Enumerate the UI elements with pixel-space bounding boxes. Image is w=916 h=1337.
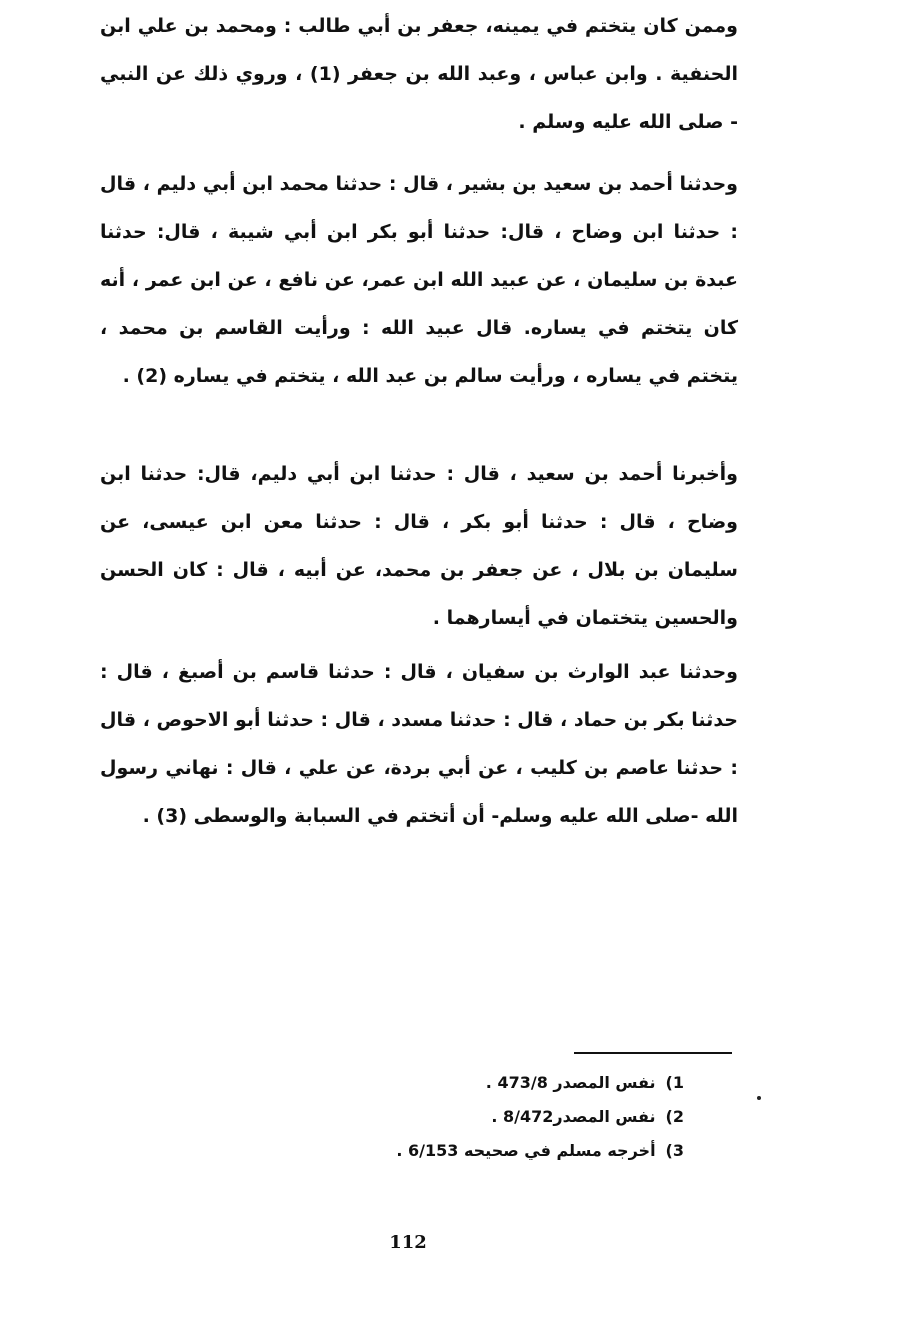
footnotes [264,1066,684,1168]
paragraph-2: وحدثنا أحمد بن سعيد بن بشير ، قال : حدثنا محمد ابن أبي دليم ، قال : حدثنا ابن وضاح ، قال: حدثنا أبو بكر ابن أبي شيبة ، قال: حدثنا عبدة بن سليمان ، عن عبيد الله ابن عمر، عن نافع ، عن ابن عمر ، أنه كان يتختم في يساره. قال عبيد الله : ورأيت القاسم بن محمد ، يتختم في يساره ، ورأيت سالم بن عبد الله ، يتختم في يساره (2) . [100,173,738,387]
paragraph-4: وحدثنا عبد الوارث بن سفيان ، قال : حدثنا قاسم بن أصبغ ، قال : حدثنا بكر بن حماد ، قال : حدثنا مسدد ، قال : حدثنا أبو الاحوص ، قال : حدثنا عاصم بن كليب ، عن أبي بردة، عن علي ، قال : نهاني رسول الله -صلى الله عليه وسلم- أن أتختم في السبابة والوسطى (3) . [100,661,738,827]
page-number: 112 [389,1232,427,1253]
footnote-1 [264,1066,684,1100]
footnote-number: 1) [665,1073,684,1092]
paragraph-1: وممن كان يتختم في يمينه، جعفر بن أبي طالب : ومحمد بن علي ابن الحنفية . وابن عباس ، وعبد الله بن جعفر (1) ، وروي ذلك عن النبي - صلى الله عليه وسلم . [100,15,739,133]
footnote-number: 2) [665,1107,684,1126]
scan-speck [757,1096,761,1100]
footnote-number: 3) [665,1141,684,1160]
footnote-divider [574,1052,732,1054]
footnote-text: أخرجه مسلم في صحيحه 6/153 . [396,1141,656,1160]
footnote-2 [264,1100,684,1134]
footnote-text: نفس المصدر8/472 . [491,1107,656,1126]
paragraph-3: وأخبرنا أحمد بن سعيد ، قال : حدثنا ابن أبي دليم، قال: حدثنا ابن وضاح ، قال : حدثنا أبو بكر ، قال : حدثنا معن ابن عيسى، عن سليمان بن بلال ، عن جعفر بن محمد، عن أبيه ، قال : كان الحسن والحسين يتختمان في أيسارهما . [100,463,738,629]
footnote-3 [264,1134,684,1168]
footnote-text: نفس المصدر 473/8 . [485,1073,656,1092]
